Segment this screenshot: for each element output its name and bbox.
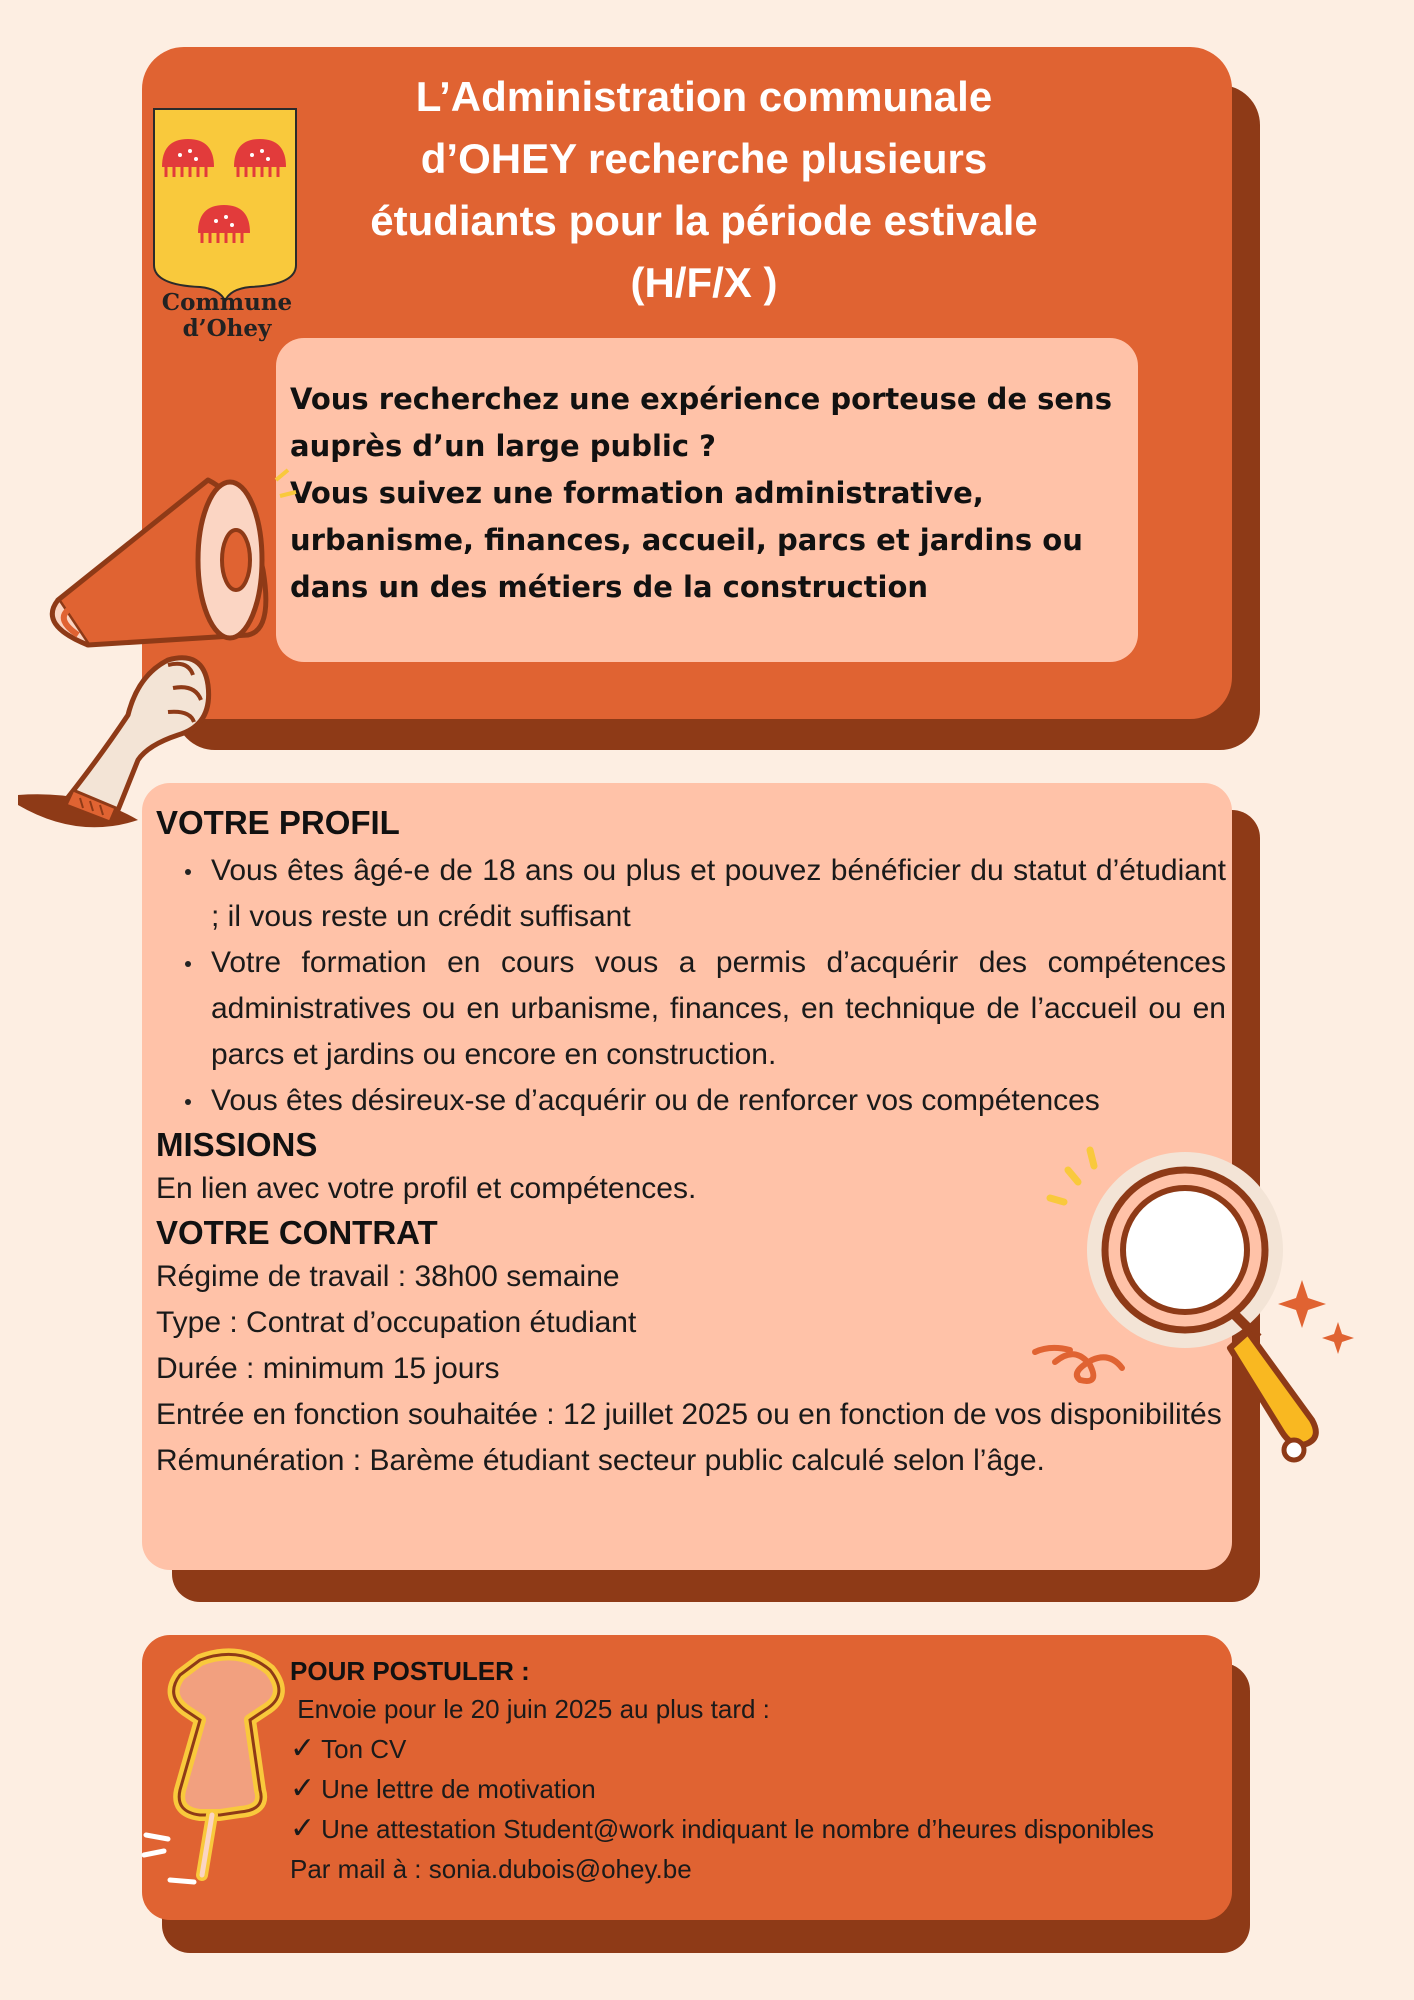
magnifying-glass-icon	[1030, 1140, 1360, 1480]
contract-line: Rémunération : Barème étudiant secteur public calculé selon l’âge.	[156, 1444, 1045, 1477]
commune-name-line: d’Ohey	[182, 315, 272, 342]
apply-item-label: Ton CV	[321, 1734, 407, 1764]
profile-item: Vous êtes désireux-se d’acquérir ou de renforcer vos compétences	[211, 1078, 1226, 1124]
check-icon: ✓	[290, 1732, 316, 1765]
profile-item: Vous êtes âgé-e de 18 ans ou plus et pouvez bénéficier du statut d’étudiant ; il vous reste un crédit suffisant	[211, 848, 1226, 940]
intro-line: auprès d’un large public ?	[290, 429, 716, 463]
profile-heading: VOTRE PROFIL	[156, 804, 400, 841]
apply-item	[290, 1809, 1190, 1849]
intro-line: Vous recherchez une expérience porteuse de sens	[290, 382, 1112, 416]
apply-deadline: Envoie pour le 20 juin 2025 au plus tard :	[290, 1694, 770, 1724]
contract-line: Entrée en fonction souhaitée : 12 juillet 2025 ou en fonction de vos disponibilités	[156, 1398, 1222, 1431]
profile-item: Votre formation en cours vous a permis d’acquérir des compétences administratives ou en urbanisme, finances, en technique de l’accueil ou en parcs et jardins ou encore en construction.	[211, 940, 1226, 1078]
apply-heading: POUR POSTULER :	[290, 1656, 530, 1686]
apply-item	[290, 1729, 1190, 1769]
title-line: L’Administration communale	[415, 73, 993, 120]
intro-line: urbanisme, finances, accueil, parcs et jardins ou	[290, 523, 1083, 557]
contract-line: Régime de travail : 38h00 semaine	[156, 1260, 620, 1293]
apply-item-label: Une attestation Student@work indiquant le nombre d’heures disponibles	[321, 1814, 1155, 1844]
contract-heading: VOTRE CONTRAT	[156, 1214, 438, 1251]
intro-line: dans un des métiers de la construction	[290, 570, 929, 604]
apply-email: Par mail à : sonia.dubois@ohey.be	[290, 1854, 692, 1884]
commune-name	[148, 290, 306, 342]
missions-text: En lien avec votre profil et compétences.	[156, 1172, 697, 1205]
apply-section	[290, 1653, 1190, 1889]
contract-line: Durée : minimum 15 jours	[156, 1352, 500, 1385]
title-line: (H/F/X )	[630, 259, 778, 306]
check-icon: ✓	[290, 1812, 316, 1845]
title-line: étudiants pour la période estivale	[370, 197, 1038, 244]
commune-name-line: Commune	[161, 289, 293, 316]
apply-item	[290, 1769, 1190, 1809]
intro-line: Vous suivez une formation administrative,	[290, 476, 984, 510]
profile-list	[156, 848, 1226, 1124]
title-line: d’OHEY recherche plusieurs	[420, 135, 988, 182]
apply-item-label: Une lettre de motivation	[321, 1774, 596, 1804]
page-title	[300, 66, 1108, 314]
push-pin-icon	[140, 1640, 300, 1890]
contract-line: Type : Contrat d’occupation étudiant	[156, 1306, 637, 1339]
missions-heading: MISSIONS	[156, 1126, 318, 1163]
intro-text	[290, 376, 1130, 611]
check-icon: ✓	[290, 1772, 316, 1805]
